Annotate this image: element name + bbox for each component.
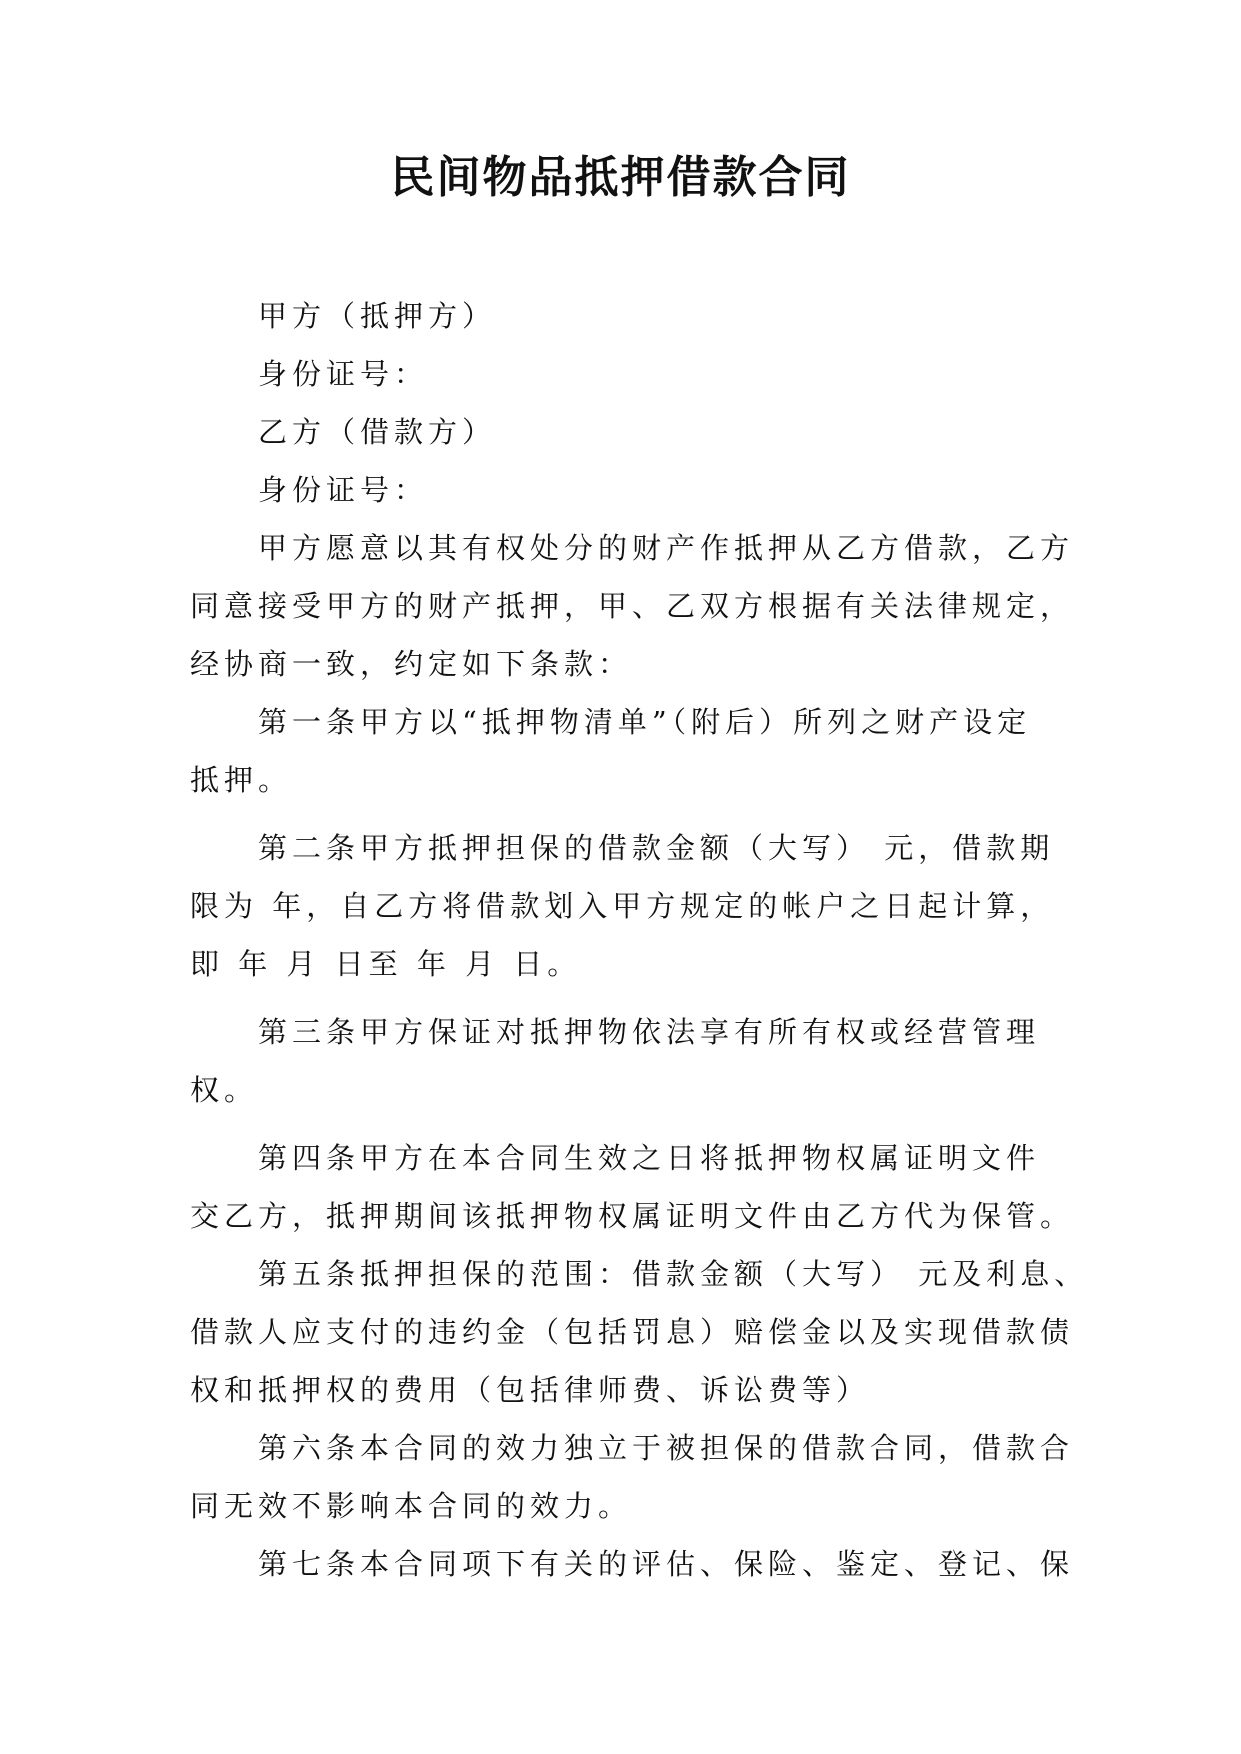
article-4-line-1: 第四条甲方在本合同生效之日将抵押物权属证明文件 [258, 1141, 1041, 1175]
article-1-line-1: 第一条甲方以“抵押物清单”（附后）所列之财产设定 [258, 705, 1032, 739]
article-3-line-1: 第三条甲方保证对抵押物依法享有所有权或经营管理 [258, 1015, 1041, 1049]
party-a-id-label: 身份证号： [258, 357, 429, 391]
article-7-line-1: 第七条本合同项下有关的评估、保险、鉴定、登记、保 [258, 1547, 1075, 1581]
article-4-line-2: 交乙方，抵押期间该抵押物权属证明文件由乙方代为保管。 [190, 1199, 1075, 1233]
article-1-line-2: 抵押。 [190, 763, 293, 797]
article-2-line-2: 限为 年，自乙方将借款划入甲方规定的帐户之日起计算， [190, 889, 1055, 923]
article-5-line-2: 借款人应支付的违约金（包括罚息）赔偿金以及实现借款债 [190, 1315, 1075, 1349]
preamble-line-2: 同意接受甲方的财产抵押，甲、乙双方根据有关法律规定， [190, 589, 1075, 623]
preamble-line-3: 经协商一致，约定如下条款： [190, 647, 633, 681]
article-2-line-1: 第二条甲方抵押担保的借款金额（大写） 元，借款期 [258, 831, 1055, 865]
preamble-line-1: 甲方愿意以其有权处分的财产作抵押从乙方借款，乙方 [258, 531, 1075, 565]
article-5-line-1: 第五条抵押担保的范围：借款金额（大写） 元及利息、 [258, 1257, 1089, 1291]
document-body [190, 287, 1089, 1593]
party-a-label: 甲方（抵押方） [258, 299, 497, 333]
party-b-id-label: 身份证号： [258, 473, 429, 507]
article-6-line-2: 同无效不影响本合同的效力。 [190, 1489, 633, 1523]
party-b-label: 乙方（借款方） [258, 415, 497, 449]
article-2-line-3: 即 年 月 日至 年 月 日。 [190, 947, 582, 981]
document-title: 民间物品抵押借款合同 [390, 152, 851, 203]
article-3-line-2: 权。 [190, 1073, 259, 1107]
article-5-line-3: 权和抵押权的费用（包括律师费、诉讼费等） [190, 1373, 871, 1407]
article-6-line-1: 第六条本合同的效力独立于被担保的借款合同，借款合 [258, 1431, 1075, 1465]
